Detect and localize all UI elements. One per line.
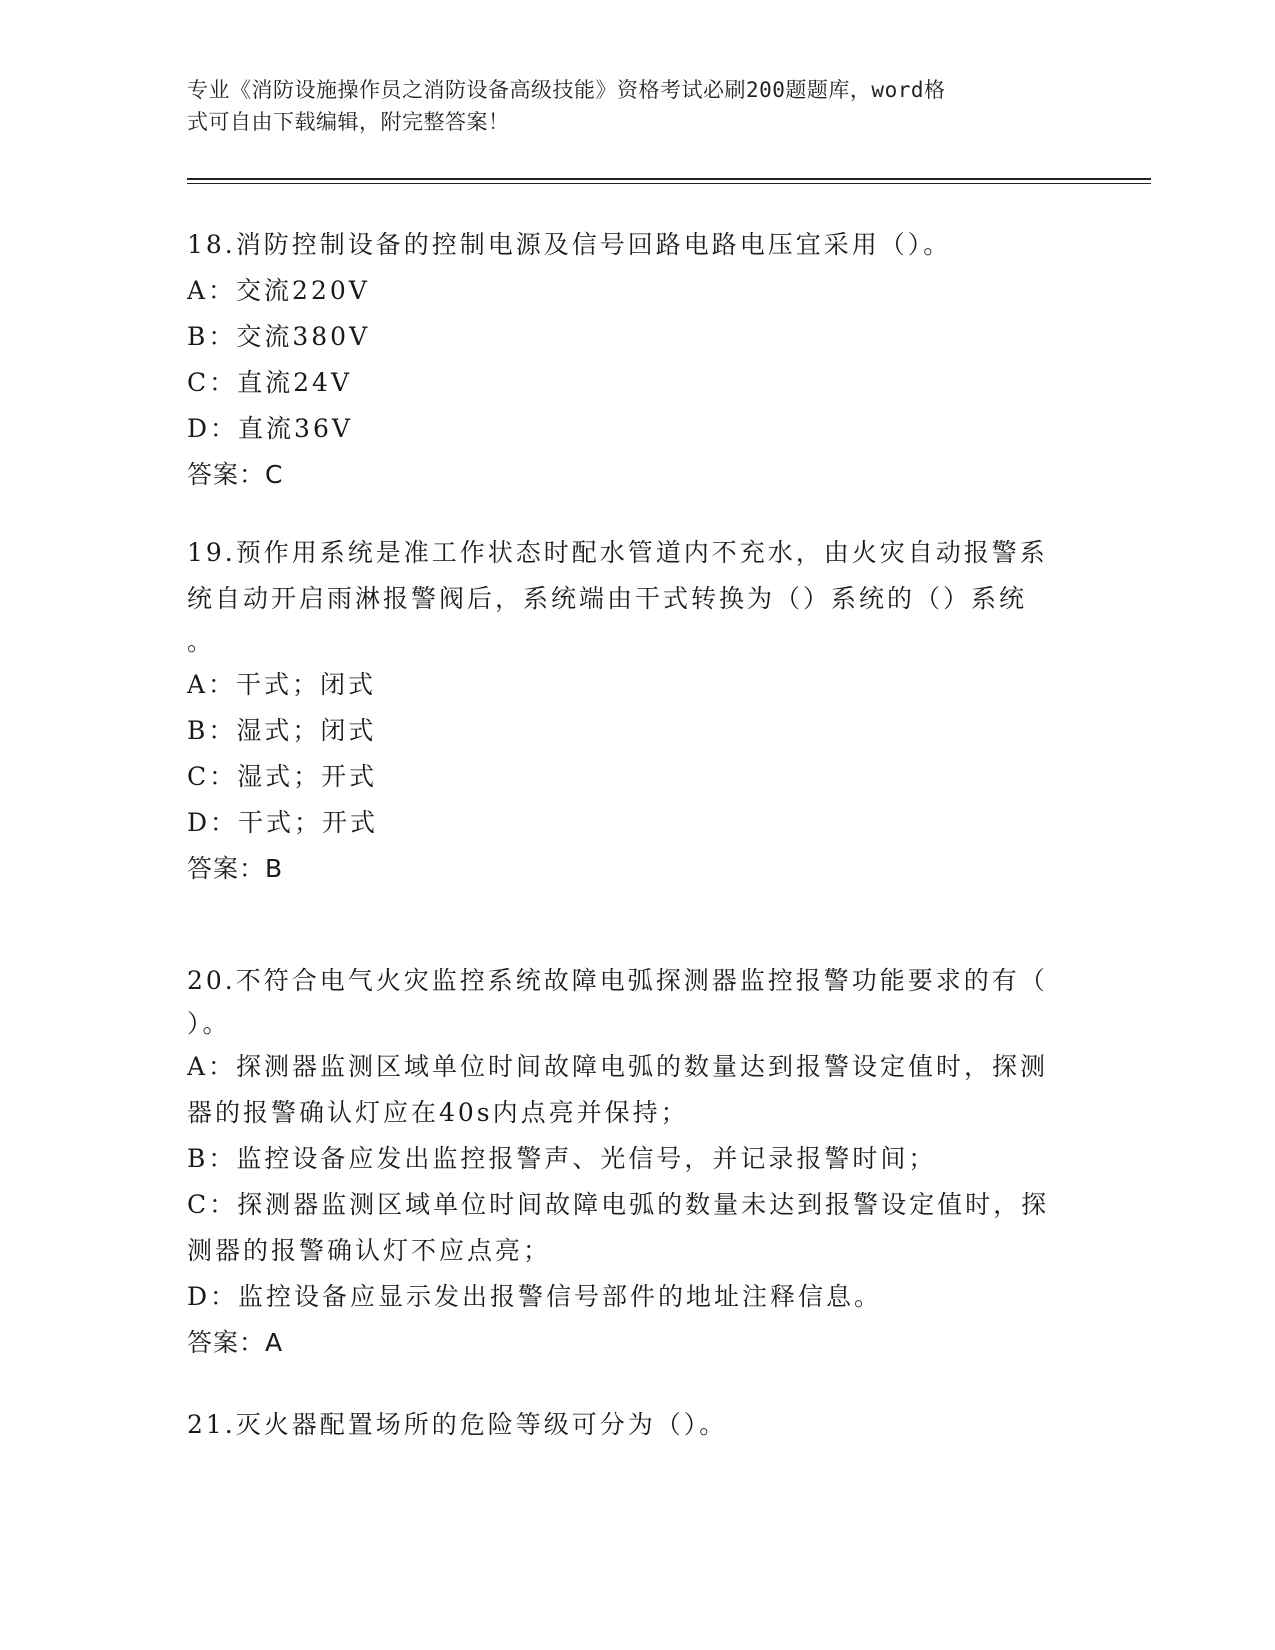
header-divider-thick [187,178,1151,180]
question-text-line-2: 统自动开启雨淋报警阀后，系统端由干式转换为（）系统的（）系统 [187,584,1028,613]
question-text-line-3: 。 [187,627,216,656]
answer: 答案：C [187,460,284,489]
document-header [187,74,1067,138]
option-a: A：干式；闭式 [187,670,377,699]
question-18 [187,222,1067,498]
option-d: D：干式；开式 [187,808,379,837]
question-text-line-1: 20.不符合电气火灾监控系统故障电弧探测器监控报警功能要求的有（ [187,966,1048,995]
option-b: B：交流380V [187,322,371,351]
option-d: D：直流36V [187,414,353,443]
option-b: B：湿式；闭式 [187,716,377,745]
header-line-1: 专业《消防设施操作员之消防设备高级技能》资格考试必刷200题题库，word格 [187,78,946,102]
option-a: A：交流220V [187,276,370,305]
question-text: 18.消防控制设备的控制电源及信号回路电路电压宜采用（）。 [187,230,952,259]
option-c-line-2: 测器的报警确认灯不应点亮； [187,1236,552,1265]
option-c: C：直流24V [187,368,352,397]
answer: 答案：B [187,854,284,883]
header-line-2: 式可自由下载编辑，附完整答案！ [187,110,510,134]
option-c-line-1: C：探测器监测区域单位时间故障电弧的数量未达到报警设定值时，探 [187,1190,1050,1219]
question-text: 21.灭火器配置场所的危险等级可分为（）。 [187,1410,728,1439]
question-19 [187,530,1067,892]
question-20 [187,958,1067,1366]
question-text-line-2: ）。 [187,1009,231,1038]
option-a-line-1: A：探测器监测区域单位时间故障电弧的数量达到报警设定值时，探测 [187,1052,1049,1081]
option-c: C：湿式；开式 [187,762,378,791]
header-divider-thin [187,183,1151,184]
question-21 [187,1402,1067,1448]
question-text-line-1: 19.预作用系统是准工作状态时配水管道内不充水，由火灾自动报警系 [187,538,1048,567]
option-b: B：监控设备应发出监控报警声、光信号，并记录报警时间； [187,1144,937,1173]
answer: 答案：A [187,1328,284,1357]
option-d: D：监控设备应显示发出报警信号部件的地址注释信息。 [187,1282,883,1311]
option-a-line-2: 器的报警确认灯应在40s内点亮并保持； [187,1098,689,1127]
